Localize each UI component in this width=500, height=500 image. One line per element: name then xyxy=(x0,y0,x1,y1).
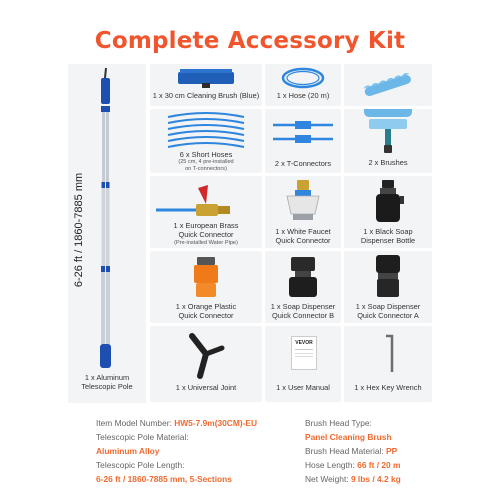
cleaning-brush-icon xyxy=(150,64,262,92)
pole-caption: 1 x Aluminum Telescopic Pole xyxy=(81,373,133,391)
item-hex-key: 1 x Hex Key Wrench xyxy=(344,326,432,402)
spec-brush-type: Panel Cleaning Brush xyxy=(305,432,392,442)
orange-connector-icon xyxy=(150,251,262,303)
universal-joint-icon xyxy=(150,326,262,382)
item-brass-connector: 1 x European Brass Quick Connector (Pre-installed Water Pipe) xyxy=(150,176,262,248)
spec-net-weight: Net Weight: 9 lbs / 4.2 kg xyxy=(305,474,401,484)
connector-a-icon xyxy=(344,251,432,303)
faucet-connector-icon xyxy=(265,176,341,226)
brass-connector-icon xyxy=(150,176,262,220)
squeegee-brush-icon xyxy=(344,109,432,157)
spec-hose-length: Hose Length: 66 ft / 20 m xyxy=(305,460,401,470)
item-two-brushes: 2 x Brushes xyxy=(344,109,432,173)
spec-brush-material: Brush Head Material: PP xyxy=(305,446,398,456)
spec-pole-material-label: Telescopic Pole Material: xyxy=(96,432,189,442)
connector-b-icon xyxy=(265,251,341,303)
item-connector-b: 1 x Soap Dispenser Quick Connector B xyxy=(265,251,341,323)
item-faucet-connector: 1 x White Faucet Quick Connector xyxy=(265,176,341,248)
short-hoses-icon xyxy=(150,109,262,149)
spec-pole-material: Aluminum Alloy xyxy=(96,446,160,456)
item-universal-joint: 1 x Universal Joint xyxy=(150,326,262,402)
spec-pole-length-label: Telescopic Pole Length: xyxy=(96,460,185,470)
t-connector-icon xyxy=(265,109,341,157)
hose-coil-icon xyxy=(265,64,341,92)
page-title: Complete Accessory Kit xyxy=(94,28,406,54)
item-cleaning-brush: 1 x 30 cm Cleaning Brush (Blue) xyxy=(150,64,262,106)
item-orange-connector: 1 x Orange Plastic Quick Connector xyxy=(150,251,262,323)
item-soap-bottle: 1 x Black Soap Dispenser Bottle xyxy=(344,176,432,248)
spec-pole-length: 6-26 ft / 1860-7885 mm, 5-Sections xyxy=(96,474,232,484)
manual-brand: VEVOR xyxy=(295,340,313,346)
hex-key-icon xyxy=(344,326,432,382)
soap-bottle-icon xyxy=(344,176,432,226)
specs-right xyxy=(305,416,401,486)
microfiber-brush-icon xyxy=(344,64,432,106)
specs-left xyxy=(96,416,257,486)
item-brush-mitt xyxy=(344,64,432,106)
item-short-hoses: 6 x Short Hoses (25 cm, 4 pre-installed on T-connectors) xyxy=(150,109,262,173)
item-user-manual: VEVOR 1 x User Manual xyxy=(265,326,341,402)
spec-model: Item Model Number: HW5-7.9m(30CM)-EU xyxy=(96,418,258,428)
spec-brush-type-label: Brush Head Type: xyxy=(305,418,372,428)
item-hose: 1 x Hose (20 m) xyxy=(265,64,341,106)
manual-booklet xyxy=(291,336,317,370)
item-t-connectors: 2 x T-Connectors xyxy=(265,109,341,173)
item-connector-a: 1 x Soap Dispenser Quick Connector A xyxy=(344,251,432,323)
